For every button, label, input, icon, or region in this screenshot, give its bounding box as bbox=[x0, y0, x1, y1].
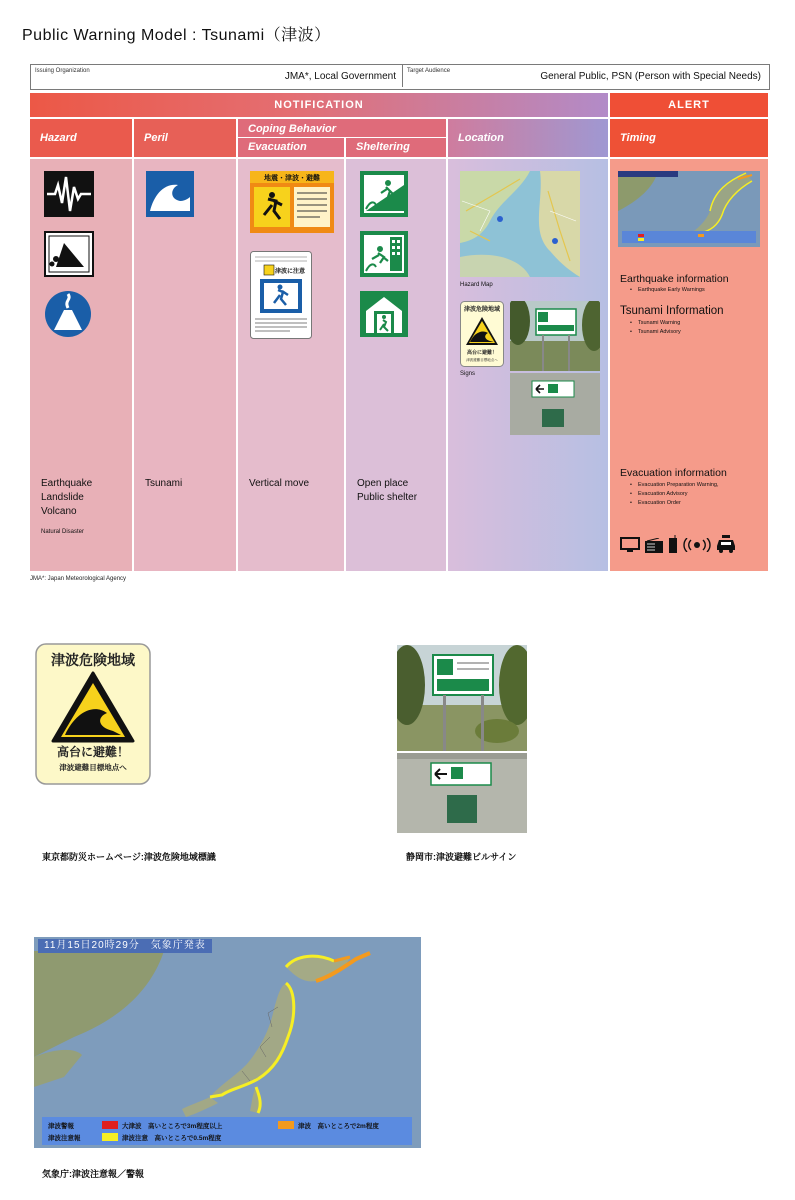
evacuation-text: Vertical move bbox=[249, 478, 310, 489]
mobile-phone-icon bbox=[668, 535, 678, 553]
tsunami-danger-zone-sign bbox=[35, 643, 151, 785]
legend-text-advisory: 津波注意 高いところで0.5m程度 bbox=[122, 1135, 222, 1142]
map-legend bbox=[42, 1117, 412, 1145]
tsunami-wave-icon bbox=[146, 171, 194, 217]
earthquake-info-heading: Earthquake information bbox=[620, 273, 729, 285]
alert-band: ALERT bbox=[610, 93, 768, 117]
header-peril bbox=[134, 119, 236, 157]
page-title: Public Warning Model : Tsunami（津波） bbox=[22, 27, 331, 44]
target-audience-cell bbox=[403, 65, 767, 87]
column-peril bbox=[134, 159, 236, 571]
evacuation-info-item: • Evacuation Preparation Warning, bbox=[638, 482, 719, 488]
column-evacuation bbox=[238, 159, 344, 571]
legend-text-major: 大津波 高いところで3m程度以上 bbox=[122, 1123, 223, 1130]
header-hazard bbox=[30, 119, 132, 157]
sheltering-line: Open place bbox=[357, 478, 409, 489]
tsunami-zone-action-small: 高台に避難！ bbox=[466, 350, 498, 356]
column-sheltering bbox=[346, 159, 446, 571]
tsunami-evacuation-building-icon bbox=[360, 231, 408, 277]
evac-sign2-title: 津波に注意 bbox=[274, 268, 306, 275]
caption-tokyo: 東京都防災ホームページ:津波危険地域標識 bbox=[42, 852, 216, 862]
jma-tsunami-warning-map bbox=[34, 937, 421, 1148]
sheltering-text bbox=[357, 477, 417, 505]
legend-advisory-label: 津波注意報 bbox=[48, 1135, 81, 1142]
issuing-value: JMA*, Local Government bbox=[284, 71, 396, 82]
tsunami-info-item: • Tsunami Warning bbox=[638, 320, 680, 326]
tsunami-evacuation-place-icon bbox=[360, 171, 408, 217]
header-coping-behavior bbox=[238, 119, 446, 157]
hazard-note: Natural Disaster bbox=[41, 529, 85, 535]
tsunami-zone-title: 津波危険地域 bbox=[51, 653, 135, 669]
hazard-text bbox=[41, 477, 92, 539]
target-value: General Public, PSN (Person with Special Needs) bbox=[540, 71, 761, 82]
legend-swatch-red bbox=[102, 1121, 118, 1129]
caption-shizuoka: 静岡市:津波避難ビルサイン bbox=[406, 852, 517, 862]
legend-swatch-yellow bbox=[102, 1133, 118, 1141]
hazard-line: Landslide bbox=[41, 492, 84, 503]
hazard-map-label: Hazard Map bbox=[460, 282, 493, 288]
tsunami-info-item: • Tsunami Advisory bbox=[638, 329, 681, 335]
announcement-vehicle-icon bbox=[716, 535, 736, 553]
evacuation-info-item: • Evacuation Advisory bbox=[638, 491, 688, 497]
jma-tsunami-map-thumbnail bbox=[618, 171, 760, 247]
header-location bbox=[448, 119, 608, 157]
evac-sign1-title: 地震・津波・避難 bbox=[264, 174, 320, 182]
issuing-organization-cell bbox=[31, 65, 403, 87]
column-hazard bbox=[30, 159, 132, 571]
tsunami-zone-sub-small: 津波避難目標地点へ bbox=[466, 358, 498, 362]
tv-icon bbox=[620, 537, 640, 553]
map-header: 11月15日20時29分 気象庁発表 bbox=[38, 939, 212, 953]
column-location bbox=[448, 159, 608, 571]
header-timing-label: Timing bbox=[620, 132, 656, 144]
warning-model-table bbox=[30, 93, 768, 571]
evacuation-info-heading: Evacuation information bbox=[620, 467, 727, 479]
notification-band: NOTIFICATION bbox=[30, 93, 608, 117]
loudspeaker-broadcast-icon bbox=[682, 538, 712, 552]
header-coping-label: Coping Behavior bbox=[248, 123, 337, 135]
legend-swatch-orange bbox=[278, 1121, 294, 1129]
earthquake-seismograph-icon bbox=[44, 171, 94, 217]
legend-text-tsunami: 津波 高いところで2m程度 bbox=[298, 1123, 379, 1130]
volcano-icon bbox=[44, 290, 92, 338]
tsunami-zone-action: 高台に避難！ bbox=[56, 745, 130, 759]
footnote: JMA*: Japan Meteorological Agency bbox=[30, 576, 127, 582]
evacuation-info-item: • Evacuation Order bbox=[638, 500, 681, 506]
evacuation-building-sign-photo-small bbox=[510, 301, 600, 435]
evacuation-sign-1 bbox=[250, 171, 334, 233]
target-label: Target Audience bbox=[407, 68, 451, 74]
header-location-label: Location bbox=[458, 132, 504, 144]
tsunami-zone-sub: 津波避難目標地点へ bbox=[59, 763, 127, 772]
hazard-line: Earthquake bbox=[41, 478, 93, 489]
evacuation-sign-2 bbox=[250, 251, 312, 339]
signs-label: Signs bbox=[460, 371, 476, 377]
peril-text: Tsunami bbox=[145, 478, 183, 489]
hazard-line: Volcano bbox=[41, 506, 77, 517]
emergency-exit-icon bbox=[360, 291, 408, 337]
header-sheltering-label: Sheltering bbox=[356, 141, 410, 153]
header-peril-label: Peril bbox=[144, 132, 168, 144]
evacuation-building-sign-photo bbox=[397, 645, 527, 833]
earthquake-info-item: • Earthquake Early Warnings bbox=[638, 287, 705, 293]
sheltering-line: Public shelter bbox=[357, 492, 418, 503]
info-row bbox=[30, 64, 770, 90]
tsunami-zone-title-small: 津波危険地域 bbox=[463, 306, 501, 313]
header-evacuation-label: Evacuation bbox=[248, 141, 307, 153]
header-timing bbox=[610, 119, 768, 157]
landslide-icon bbox=[44, 231, 94, 277]
tsunami-danger-zone-sign-small bbox=[460, 301, 504, 367]
issuing-label: Issuing Organization bbox=[35, 68, 90, 74]
hazard-map-image bbox=[460, 171, 580, 277]
header-hazard-label: Hazard bbox=[40, 132, 77, 144]
radio-icon bbox=[645, 538, 663, 553]
column-timing bbox=[610, 159, 768, 571]
tsunami-info-heading: Tsunami Information bbox=[620, 305, 724, 317]
caption-jma: 気象庁:津波注意報／警報 bbox=[42, 1169, 144, 1179]
legend-warning-label: 津波警報 bbox=[48, 1123, 74, 1130]
